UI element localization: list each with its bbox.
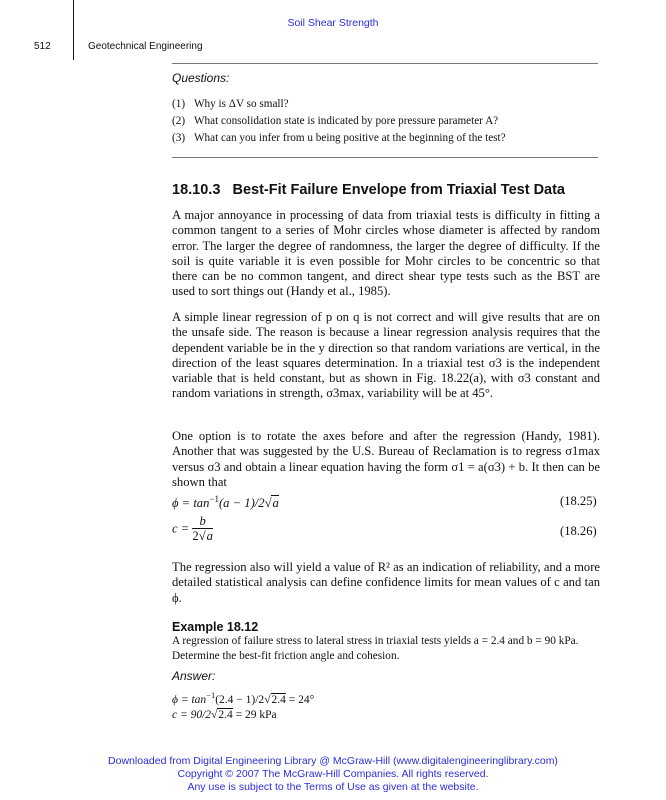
ans2-rhs: = 29 kPa	[232, 709, 277, 721]
equation-18-26	[172, 514, 213, 544]
section-heading	[172, 182, 565, 198]
example-problem: A regression of failure stress to lateral stress in triaxial tests yields a = 2.4 and b = 90 kPa. Determine the best-fit friction angle and cohesion.	[172, 635, 579, 662]
questions-bottom-rule	[172, 157, 598, 158]
equation-18-25: $\phi = \tan^{-1}(a - 1)/2√a$	[172, 494, 279, 511]
question-number: (2)	[172, 115, 186, 127]
questions-top-rule	[172, 63, 598, 64]
equation-number-18-25: (18.25)	[560, 494, 597, 508]
question-item	[172, 98, 289, 110]
eq2-denominator: 2√a	[192, 529, 213, 543]
eq1-sup: −1	[209, 494, 219, 504]
answer-label: Answer:	[172, 669, 216, 683]
paragraph-2: A simple linear regression of p on q is not correct and will give results that are on the unsafe side. The reason is because a linear regression analysis requires that the dependent variable be in the y direction so that random variations are vertical, in the direction of the least squares determination. In a triaxial test σ3 is the independent variable that is held constant, but as shown in Fig. 18.22(a), with σ3 constant and random variations in strength, σ3max, variability will be at 45°.	[172, 310, 600, 401]
section-title: Best-Fit Failure Envelope from Triaxial Test Data	[232, 182, 566, 198]
ans1-rhs: = 24°	[285, 693, 315, 706]
question-item	[172, 115, 498, 127]
ans1-radicand: 2.4	[271, 693, 286, 706]
eq2-lhs: c =	[172, 521, 190, 536]
ans2-radicand: 2.4	[218, 709, 233, 721]
ans2-lhs: c = 90/2	[172, 709, 212, 721]
questions-heading: Questions:	[172, 71, 230, 85]
header-divider	[73, 0, 74, 60]
ans1-sup: −1	[206, 690, 216, 700]
eq1-mid: (a − 1)/2	[218, 496, 265, 511]
question-text: What consolidation state is indicated by pore pressure parameter A?	[194, 115, 499, 127]
question-number: (1)	[172, 98, 186, 110]
eq2-coef: 2	[192, 529, 199, 543]
footer-download-link[interactable]: Downloaded from Digital Engineering Library @ McGraw-Hill (www.digitalengineeringlibrary.com)	[108, 755, 558, 767]
page-number: 512	[34, 41, 51, 52]
question-number: (3)	[172, 132, 186, 144]
footer-copyright: Copyright © 2007 The McGraw-Hill Companies. All rights reserved.	[177, 768, 489, 780]
eq1-radicand: a	[272, 496, 279, 511]
eq2-radicand: a	[206, 529, 213, 543]
footer-terms[interactable]: Any use is subject to the Terms of Use as given at the website.	[187, 781, 479, 793]
question-item	[172, 132, 506, 144]
eq1-lhs: ϕ = tan	[172, 496, 210, 511]
chapter-title: Soil Shear Strength	[287, 17, 379, 29]
paragraph-1: A major annoyance in processing of data from triaxial tests is difficulty in fitting a common tangent to a series of Mohr circles whose diameter is affected by random error. The larger the degree of randomness, the larger the degree of difficulty. If the soil is quite variable it is even possible for Mohr circles to be concentric so that there can be no common tangent, and direct shear type tests such as the BST are used to sort things out (Handy et al., 1985).	[172, 208, 600, 299]
answer-line-1: $\phi = \tan^{-1}(2.4 - 1)/2√2.4 = 24^\circ$	[172, 690, 315, 706]
ans1-lhs: ϕ = tan	[172, 693, 207, 706]
eq2-fraction	[192, 514, 213, 544]
question-text: Why is ΔV so small?	[194, 98, 289, 110]
paragraph-3: One option is to rotate the axes before and after the regression (Handy, 1981). Another that was suggested by the U.S. Bureau of Reclamation is to regress σ1max versus σ3 and obtain a linear equation having the form σ1 = a(σ3) + b. It then can be shown that	[172, 429, 600, 489]
equation-number-18-26: (18.26)	[560, 524, 597, 538]
question-text: What can you infer from u being positive at the beginning of the test?	[194, 132, 506, 144]
answer-line-2: c = 90/2√2.4 = 29 kPa	[172, 709, 277, 721]
paragraph-4: The regression also will yield a value of R² as an indication of reliability, and a more detailed statistical analysis can define confidence limits for mean values of c and tan ϕ.	[172, 560, 600, 605]
eq2-numerator: b	[192, 514, 213, 529]
example-title: Example 18.12	[172, 620, 259, 634]
ans1-mid: (2.4 − 1)/2	[215, 693, 265, 706]
book-title: Geotechnical Engineering	[88, 41, 203, 52]
section-number: 18.10.3	[172, 182, 221, 198]
